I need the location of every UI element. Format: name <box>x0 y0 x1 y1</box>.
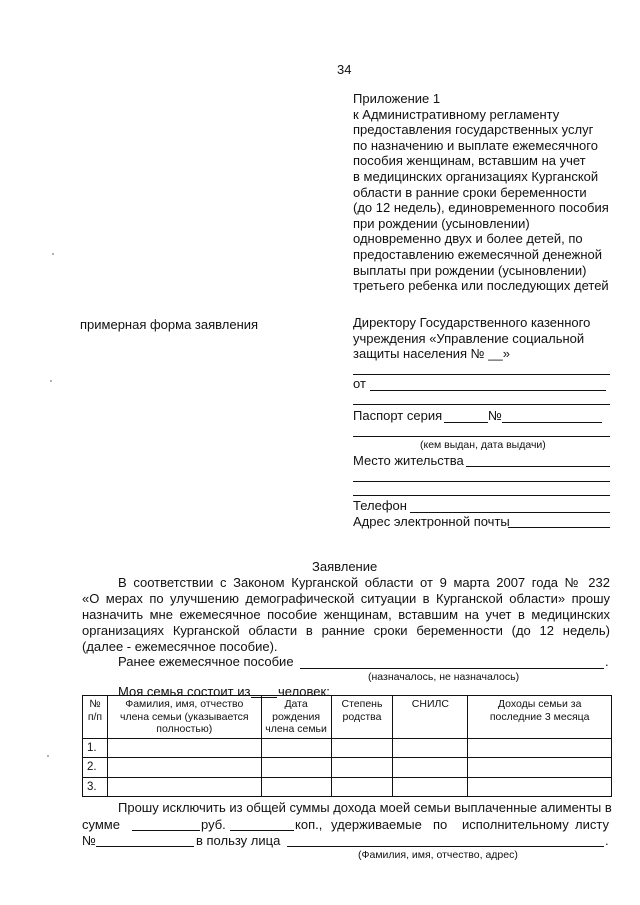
table-cell[interactable] <box>261 777 331 797</box>
appendix-line: при рождении (усыновлении) <box>353 215 530 231</box>
appendix-line: к Административному регламенту <box>353 106 560 122</box>
family-suffix: человек: <box>278 684 330 699</box>
statement-para-line: назначить мне ежемесячное пособие женщинам, вставшим на учет в медицинских <box>82 607 610 622</box>
appendix-line: (до 12 недель), единовременного пособия <box>353 200 609 216</box>
page-number: 34 <box>337 62 352 77</box>
table-header: Доходы семьи за последние 3 месяца <box>468 696 612 739</box>
table-cell[interactable] <box>393 777 468 797</box>
passport-number-field[interactable] <box>502 422 602 423</box>
addressee-line: учреждения «Управление социальной <box>353 330 585 346</box>
table-cell[interactable] <box>107 738 261 758</box>
table-cell[interactable] <box>331 738 393 758</box>
statement-title: Заявление <box>312 559 378 574</box>
email-field[interactable] <box>508 527 610 528</box>
appendix-line: пособия женщинам, вставшим на учет <box>353 153 586 169</box>
table-cell[interactable] <box>261 738 331 758</box>
table-cell[interactable] <box>331 777 393 797</box>
family-table <box>82 695 612 797</box>
table-cell[interactable] <box>393 758 468 778</box>
passport-series-field[interactable] <box>444 422 488 423</box>
phone-label: Телефон <box>353 498 407 513</box>
appendix-line: одновременно двух и более детей, по <box>353 231 583 247</box>
alimony-sum-label: сумме <box>82 817 120 832</box>
row-number: 1. <box>83 738 108 758</box>
alimony-end: . <box>605 833 609 848</box>
table-row <box>83 777 612 797</box>
table-cell[interactable] <box>468 738 612 758</box>
residence-field[interactable] <box>466 466 610 467</box>
table-cell[interactable] <box>261 758 331 778</box>
previous-benefit-hint: (назначалось, не назначалось) <box>368 671 520 683</box>
alimony-line-1: Прошу исключить из общей суммы дохода моей семьи выплаченные алименты в <box>118 800 612 815</box>
residence-extra-line-1[interactable] <box>353 481 610 482</box>
table-cell[interactable] <box>393 738 468 758</box>
passport-series-label: Паспорт серия <box>353 408 443 423</box>
from-extra-line[interactable] <box>353 404 610 405</box>
appendix-header <box>353 91 609 294</box>
table-cell[interactable] <box>331 758 393 778</box>
table-cell[interactable] <box>107 777 261 797</box>
addressee-line: защиты населения № __» <box>353 346 510 362</box>
alimony-number-label: № <box>82 833 96 848</box>
table-cell[interactable] <box>468 777 612 797</box>
table-header: СНИЛС <box>393 696 468 739</box>
alimony-number-field[interactable] <box>96 846 194 847</box>
alimony-withheld-word: исполнительному <box>462 817 569 832</box>
from-top-line <box>353 374 610 375</box>
table-header: Дата рождения члена семьи <box>261 696 331 739</box>
statement-para-line: «О мерах по улучшению демографической ситуации в Курганской области» прошу <box>82 591 610 606</box>
statement-para-line: В соответствии с Законом Курганской области от 9 марта 2007 года № 232 <box>118 575 610 590</box>
email-label: Адрес электронной почты <box>353 514 510 529</box>
table-header: Степень родства <box>331 696 393 739</box>
family-prefix: Моя семья состоит из <box>118 684 251 699</box>
form-label: примерная форма заявления <box>80 317 259 332</box>
table-row <box>83 758 612 778</box>
row-number: 2. <box>83 758 108 778</box>
alimony-withheld-word: удерживаемые <box>331 817 422 832</box>
statement-para-line: организациях Курганской области в ранние сроки беременности (до 12 недель) <box>82 623 610 638</box>
scan-speck <box>50 380 52 382</box>
row-number: 3. <box>83 777 108 797</box>
issued-by-field[interactable] <box>353 436 610 437</box>
appendix-line: области в ранние сроки беременности <box>353 184 587 200</box>
appendix-line: третьего ребенка или последующих детей <box>353 278 609 294</box>
alimony-kop-label: коп., <box>295 817 323 832</box>
from-field[interactable] <box>370 390 606 391</box>
passport-number-label: № <box>488 408 502 423</box>
phone-field[interactable] <box>410 512 610 513</box>
alimony-withheld-word: листу <box>575 817 609 832</box>
table-header: № п/п <box>83 696 108 739</box>
previous-benefit-field[interactable] <box>300 668 604 669</box>
appendix-line: предоставления государственных услуг <box>353 122 594 138</box>
table-cell[interactable] <box>107 758 261 778</box>
scan-speck <box>47 755 49 757</box>
issued-by-hint: (кем выдан, дата выдачи) <box>420 439 546 451</box>
statement-para-last: (далее - ежемесячное пособие). <box>82 639 278 654</box>
appendix-line: предоставлению ежемесячной денежной <box>353 246 603 262</box>
appendix-line: по назначению и выплате ежемесячного <box>353 137 598 153</box>
table-header-row <box>83 696 612 739</box>
scan-speck <box>52 253 54 255</box>
residence-label: Место жительства <box>353 453 464 468</box>
table-header: Фамилия, имя, отчество члена семьи (указывается полностью) <box>107 696 261 739</box>
table-cell[interactable] <box>468 758 612 778</box>
addressee-block <box>353 315 590 362</box>
residence-extra-line-2[interactable] <box>353 495 610 496</box>
alimony-person-field[interactable] <box>287 846 604 847</box>
table-row <box>83 738 612 758</box>
previous-benefit-label: Ранее ежемесячное пособие <box>118 654 294 669</box>
alimony-kop-field[interactable] <box>230 830 294 831</box>
appendix-line: Приложение 1 <box>353 91 441 106</box>
previous-benefit-end: . <box>605 654 609 669</box>
alimony-rub-field[interactable] <box>132 830 200 831</box>
alimony-in-favor-label: в пользу лица <box>196 833 281 848</box>
appendix-line: выплаты при рождении (усыновлении) <box>353 262 587 278</box>
from-label: от <box>353 376 366 391</box>
alimony-hint: (Фамилия, имя, отчество, адрес) <box>358 849 518 861</box>
addressee-line: Директору Государственного казенного <box>353 315 591 330</box>
appendix-line: в медицинских организациях Курганской <box>353 168 599 184</box>
alimony-rub-label: руб. <box>201 817 226 832</box>
alimony-withheld-word: по <box>433 817 448 832</box>
